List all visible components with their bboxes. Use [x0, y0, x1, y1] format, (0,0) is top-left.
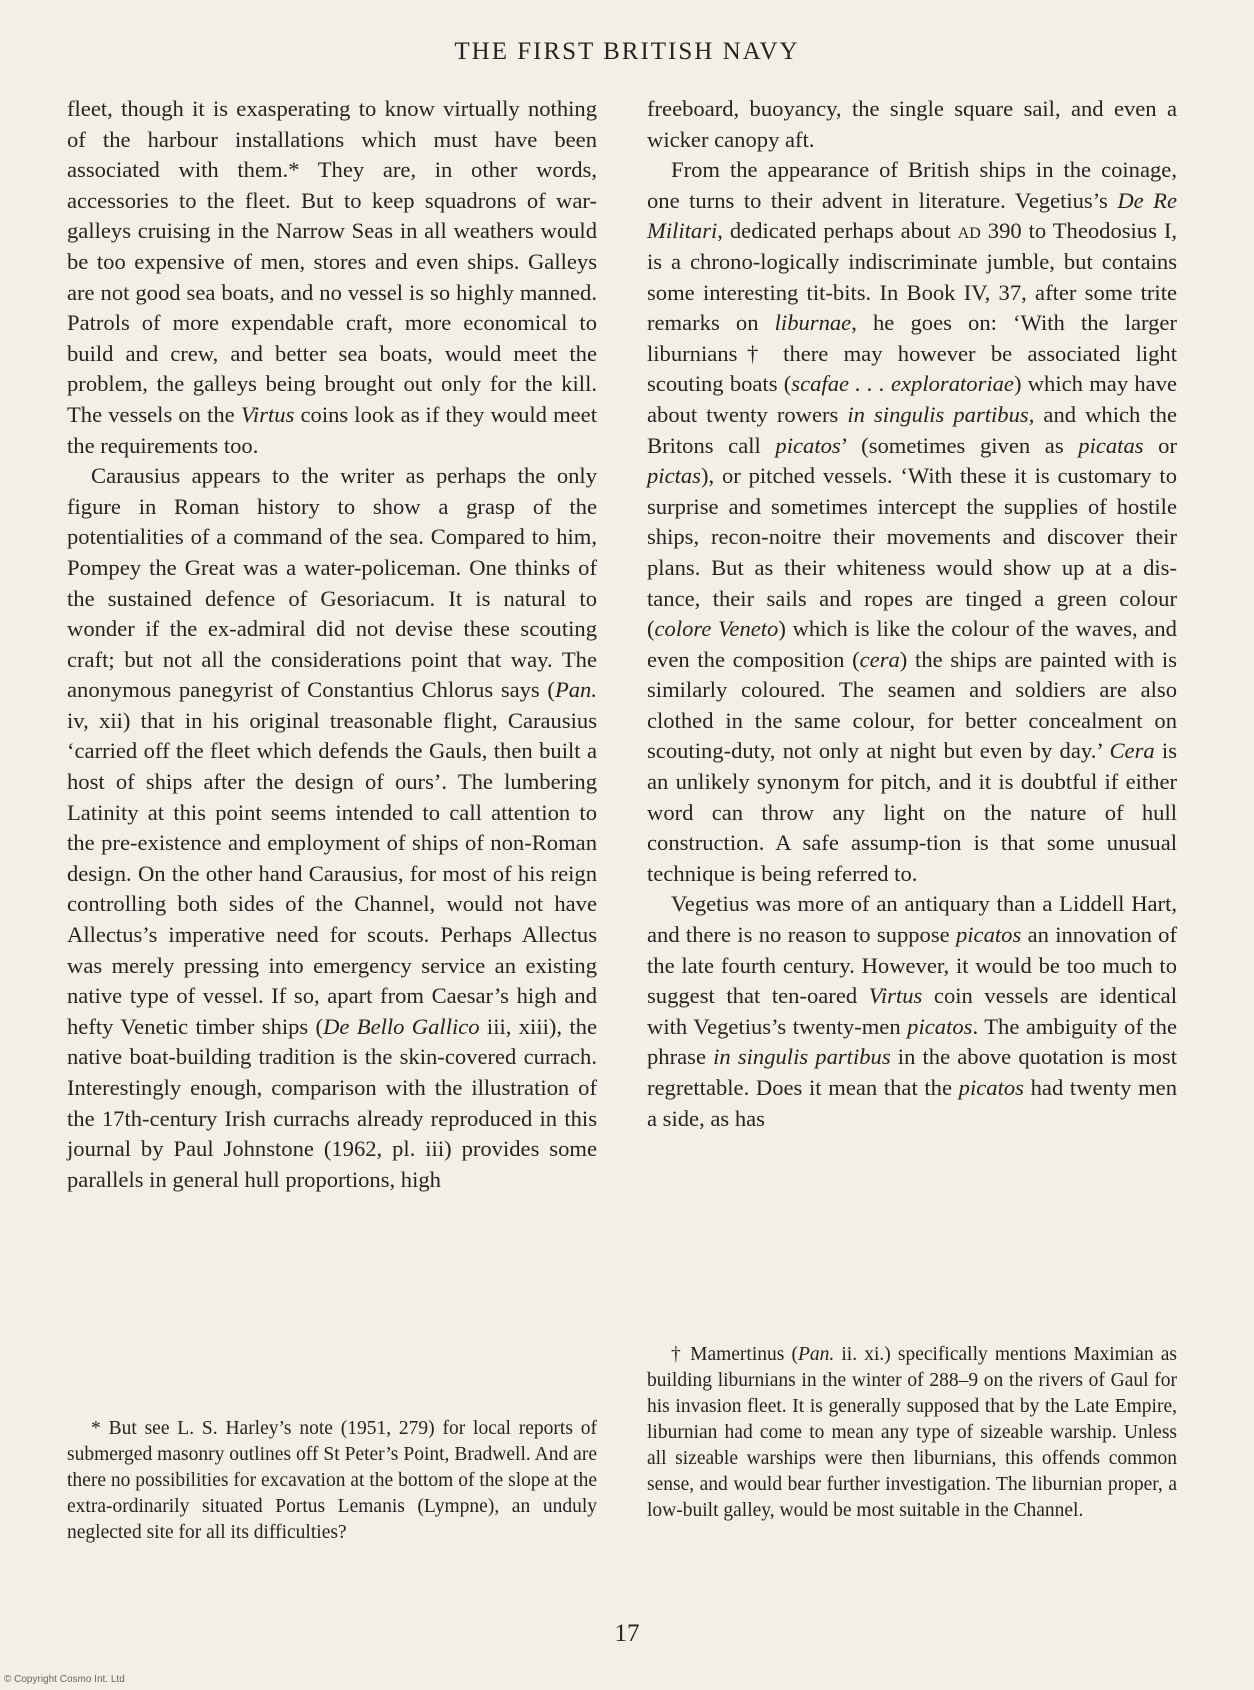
copyright-watermark: © Copyright Cosmo Int. Ltd: [4, 1674, 125, 1685]
paragraph: Vegetius was more of an antiquary than a Liddell Hart, and there is no reason to suppose picatos an innovation of the late fourth century. However, it would be too much to suggest that ten-oared Virtus coin vessels are identical with Vegetius’s twenty-men picatos. The ambiguity of the phrase in singulis partibus in the above quotation is most regrettable. Does it mean that the picatos had twenty men a side, as has: [647, 891, 1178, 1131]
footnote-dagger: † Mamertinus (Pan. ii. xi.) specifically mentions Maximian as building liburnians in the winter of 288–9 on the rivers of Gaul for his invasion fleet. It is generally supposed that by the Late Empire, liburnian had come to mean any type of sizeable warship. Unless all sizeable warships were then liburnians, this offends common sense, and would bear further investigation. The liburnian proper, a low-built galley, would be most suitable in the Channel.: [647, 1344, 1177, 1521]
footnote-asterisk: * But see L. S. Harley’s note (1951, 279) for local reports of submerged masonry outlines off St Peter’s Point, Bradwell. And are there no possibilities for excavation at the bottom of the slope at the extra-ordinarily situated Portus Lemanis (Lympne), an unduly neglected site for all its difficulties?: [67, 1418, 597, 1543]
left-column: [67, 94, 597, 1195]
paragraph: From the appearance of British ships in the coinage, one turns to their advent in literature. Vegetius’s De Re Militari, dedicated perhaps about ad 390 to Theodosius I, is a chrono-logically indiscriminate jumble, but contains some interesting tit-bits. In Book IV, 37, after some trite remarks on liburnae, he goes on: ‘With the larger liburnians† there may however be associated light scouting boats (scafae . . . exploratoriae) which may have about twenty rowers in singulis partibus, and which the Britons call picatos’ (sometimes given as picatas or pictas), or pitched vessels. ‘With these it is customary to surprise and sometimes intercept the supplies of hostile ships, recon-noitre their movements and discover their plans. But as their whiteness would show up at a dis-tance, their sails and ropes are tinged a green colour (colore Veneto) which is like the colour of the waves, and even the composition (cera) the ships are painted with is similarly coloured. The seamen and soldiers are also clothed in the same colour, for better concealment on scouting-duty, not only at night but even by day.’ Cera is an unlikely synonym for pitch, and it is doubtful if either word can throw any light on the nature of hull construction. A safe assump-tion is that some unusual technique is being referred to.: [647, 157, 1178, 886]
paragraph: Carausius appears to the writer as perhaps the only figure in Roman history to show a grasp of the potentialities of a command of the sea. Compared to him, Pompey the Great was a water-policeman. One thinks of the sustained defence of Gesoriacum. It is natural to wonder if the ex-admiral did not devise these scouting craft; but not all the considerations point that way. The anonymous panegyrist of Constantius Chlorus says (Pan. iv, xii) that in his original treasonable flight, Carausius ‘carried off the fleet which defends the Gauls, then built a host of ships after the design of ours’. The lumbering Latinity at this point seems intended to call attention to the pre-existence and employment of ships of non-Roman design. On the other hand Carausius, for most of his reign controlling both sides of the Channel, would not have Allectus’s imperative need for scouts. Perhaps Allectus was merely pressing into emergency service an existing native type of vessel. If so, apart from Caesar’s high and hefty Venetic timber ships (De Bello Gallico iii, xiii), the native boat-building tradition is the skin-covered currach. Interestingly enough, comparison with the illustration of the 17th-century Irish currachs already reproduced in this journal by Paul Johnstone (1962, pl. iii) provides some parallels in general hull proportions, high: [67, 463, 597, 1192]
page-number: 17: [614, 1620, 640, 1647]
paragraph: freeboard, buoyancy, the single square sail, and even a wicker canopy aft.: [647, 96, 1177, 152]
paragraph: fleet, though it is exasperating to know virtually nothing of the harbour installations which must have been associated with them.* They are, in other words, accessories to the fleet. But to keep squadrons of war-galleys cruising in the Narrow Seas in all weathers would be too expensive of men, stores and even ships. Galleys are not good sea boats, and no vessel is so highly manned. Patrols of more expendable craft, more economical to build and crew, and better sea boats, would meet the problem, the galleys being brought out only for the kill. The vessels on the Virtus coins look as if they would meet the requirements too.: [67, 96, 597, 458]
right-column: [647, 94, 1177, 1134]
running-header: THE FIRST BRITISH NAVY: [454, 38, 800, 65]
